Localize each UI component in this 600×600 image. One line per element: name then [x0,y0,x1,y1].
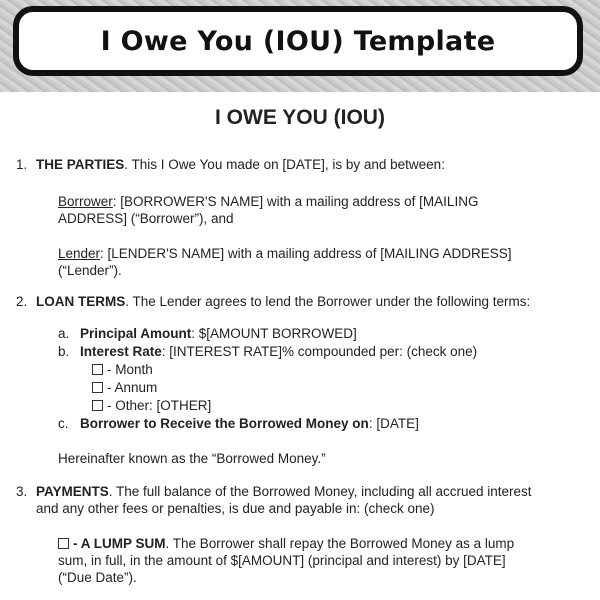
option-annum [92,379,157,396]
borrower-line-2: ADDRESS] (“Borrower”), and [58,211,234,226]
lump-sum-label: - A LUMP SUM [73,536,166,551]
section-3-line-1 [36,483,532,500]
interest-line [80,343,477,360]
section-2-line [36,293,530,310]
principal-line [80,325,357,342]
option-month [92,361,153,378]
section-1-line [36,156,445,173]
option-label: - Annum [107,380,158,395]
receive-text: : [DATE] [368,416,419,431]
receive-label: Borrower to Receive the Borrowed Money on [80,416,369,431]
lump-sum-line-1 [58,535,514,552]
document-page [0,92,600,600]
principal-label: Principal Amount [80,326,192,341]
lender-line-1 [58,245,512,262]
interest-label: Interest Rate [80,344,162,359]
option-label: - Month [107,362,153,377]
lump-sum-line-3: (“Due Date”). [58,570,137,585]
checkbox-icon [92,400,103,411]
section-number: 2. [16,294,28,309]
section-number: 1. [16,157,28,172]
section-3-line-2: and any other fees or penalties, is due and payable in: (check one) [36,501,435,516]
banner-title: I Owe You (IOU) Template [100,25,496,57]
header-banner [0,0,600,92]
borrower-line-1 [58,193,478,210]
borrower-label: Borrower [58,194,113,209]
hereinafter-text: Hereinafter known as the “Borrowed Money.” [58,451,326,466]
option-other [92,397,211,414]
checkbox-icon [92,364,103,375]
interest-text: : [INTEREST RATE]% compounded per: (check one) [161,344,478,359]
checkbox-icon [92,382,103,393]
receive-line [80,415,419,432]
banner-title-box [13,6,583,76]
section-text: . The full balance of the Borrowed Money, including all accrued interest [108,484,532,499]
section-heading: THE PARTIES [36,157,125,172]
lump-sum-text: . The Borrower shall repay the Borrowed Money as a lump [165,536,515,551]
document-title: I OWE YOU (IOU) [215,106,385,129]
principal-text: : $[AMOUNT BORROWED] [191,326,357,341]
lump-sum-line-2: sum, in full, in the amount of $[AMOUNT] (principal and interest) by [DATE] [58,553,506,568]
section-heading: LOAN TERMS [36,294,126,309]
list-marker: a. [58,326,70,341]
lender-label: Lender [58,246,101,261]
section-number: 3. [16,484,28,499]
checkbox-icon [58,538,69,549]
borrower-text: : [BORROWER'S NAME] with a mailing address of [MAILING [112,194,479,209]
section-text: . This I Owe You made on [DATE], is by and between: [124,157,445,172]
list-marker: c. [58,416,69,431]
section-heading: PAYMENTS [36,484,109,499]
option-label: - Other: [OTHER] [107,398,212,413]
lender-line-2: (“Lender”). [58,263,122,278]
section-text: . The Lender agrees to lend the Borrower under the following terms: [125,294,531,309]
lender-text: : [LENDER'S NAME] with a mailing address of [MAILING ADDRESS] [100,246,512,261]
list-marker: b. [58,344,70,359]
